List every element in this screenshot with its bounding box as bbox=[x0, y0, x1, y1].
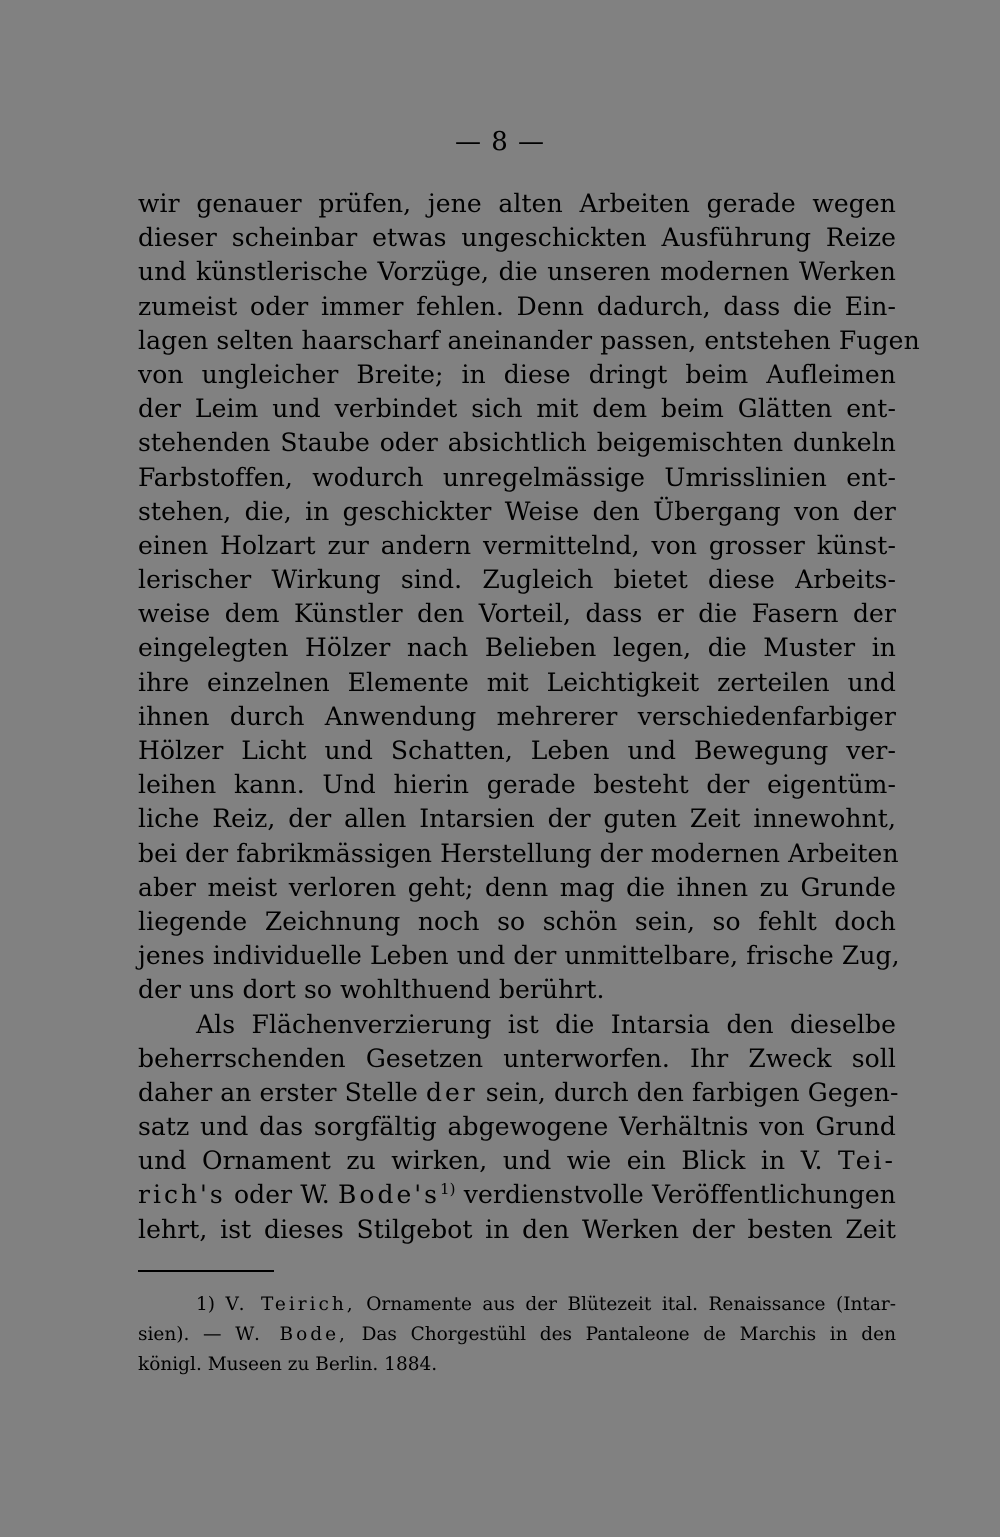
footnote-line: königl. Museen zu Berlin. 1884. bbox=[138, 1354, 438, 1375]
text-line: zumeist oder immer fehlen. Denn dadurch, dass die Ein- bbox=[138, 291, 896, 321]
author-name: rich's bbox=[138, 1180, 226, 1210]
text-line: satz und das sorgfältig abgewogene Verhältnis von Grund bbox=[138, 1112, 896, 1142]
text-line: aber meist verloren geht; denn mag die ihnen zu Grunde bbox=[138, 872, 896, 902]
author-name: Tei- bbox=[838, 1146, 896, 1176]
text-line: der Leim und verbindet sich mit dem beim Glätten ent- bbox=[138, 394, 896, 424]
text-line: lagen selten haarscharf aneinander passen, entstehen Fugen bbox=[138, 325, 920, 355]
text-fragment: und Ornament zu wirken, und wie ein Blick in V. bbox=[138, 1146, 823, 1176]
text-line: liche Reiz, der allen Intarsien der guten Zeit innewohnt, bbox=[138, 804, 896, 834]
text-line: stehenden Staube oder absichtlich beigemischten dunkeln bbox=[138, 428, 896, 458]
text-line: stehen, die, in geschickter Weise den Übergang von der bbox=[138, 496, 896, 526]
footnote-text: Ornamente aus der Blütezeit ital. Renaissance (Intar- bbox=[366, 1294, 896, 1315]
text-line: einen Holzart zur andern vermittelnd, von grosser künst- bbox=[138, 530, 896, 560]
text-line: Farbstoffen, wodurch unregelmässige Umrisslinien ent- bbox=[138, 462, 896, 492]
body-text bbox=[138, 187, 920, 1247]
author-name: Bode's bbox=[338, 1180, 440, 1210]
footnote-reference[interactable]: 1) bbox=[439, 1180, 456, 1199]
text-line: jenes individuelle Leben und der unmittelbare, frische Zug, bbox=[138, 941, 900, 971]
text-line: dieser scheinbar etwas ungeschickten Ausführung Reize bbox=[138, 223, 896, 253]
text-line: Als Flächenverzierung ist die Intarsia den dieselbe bbox=[196, 1009, 896, 1039]
emphasized-word: der bbox=[425, 1077, 478, 1107]
text-line: bei der fabrikmässigen Herstellung der modernen Arbeiten bbox=[138, 838, 899, 868]
text-line: leihen kann. Und hierin gerade besteht der eigentüm- bbox=[138, 770, 896, 800]
text-line: ihre einzelnen Elemente mit Leichtigkeit zerteilen und bbox=[138, 667, 896, 697]
text-line bbox=[138, 1076, 899, 1110]
text-line: ihnen durch Anwendung mehrerer verschiedenfarbiger bbox=[138, 701, 896, 731]
footnote-author: V. Teirich, bbox=[225, 1294, 356, 1315]
footnote-line bbox=[138, 1290, 896, 1320]
text-line: liegende Zeichnung noch so schön sein, so fehlt doch bbox=[138, 906, 896, 936]
text-fragment: verdienstvolle Veröffentlichungen bbox=[463, 1180, 896, 1210]
text-line: lehrt, ist dieses Stilgebot in den Werken der besten Zeit bbox=[138, 1214, 896, 1244]
footnote bbox=[138, 1290, 896, 1380]
text-line bbox=[138, 1178, 896, 1212]
text-line: weise dem Künstler den Vorteil, dass er die Fasern der bbox=[138, 599, 896, 629]
text-line: und künstlerische Vorzüge, die unseren modernen Werken bbox=[138, 257, 896, 287]
page-number: — 8 — bbox=[454, 127, 546, 157]
text-line: Hölzer Licht und Schatten, Leben und Bewegung ver- bbox=[138, 736, 896, 765]
text-fragment: oder W. bbox=[233, 1180, 330, 1210]
footnote-text: sien). — bbox=[138, 1324, 222, 1345]
footnote-line bbox=[138, 1320, 896, 1350]
text-line: lerischer Wirkung sind. Zugleich bietet diese Arbeits- bbox=[138, 565, 896, 595]
text-line: von ungleicher Breite; in diese dringt beim Aufleimen bbox=[138, 359, 896, 389]
footnote-author: W. Bode, bbox=[235, 1324, 348, 1345]
text-line: der uns dort so wohlthuend berührt. bbox=[138, 975, 605, 1005]
footnote-text: Das Chorgestühl des Pantaleone de Marchis in den bbox=[361, 1324, 896, 1345]
text-fragment: daher an erster Stelle bbox=[138, 1077, 418, 1107]
text-fragment: sein, durch den farbigen Gegen- bbox=[485, 1077, 899, 1107]
text-line: eingelegten Hölzer nach Belieben legen, die Muster in bbox=[138, 633, 896, 663]
text-line: beherrschenden Gesetzen unterworfen. Ihr Zweck soll bbox=[138, 1043, 896, 1073]
text-line: wir genauer prüfen, jene alten Arbeiten gerade wegen bbox=[138, 189, 896, 218]
text-line bbox=[138, 1144, 896, 1178]
footnote-divider bbox=[138, 1270, 274, 1272]
footnote-marker: 1) bbox=[196, 1294, 215, 1315]
